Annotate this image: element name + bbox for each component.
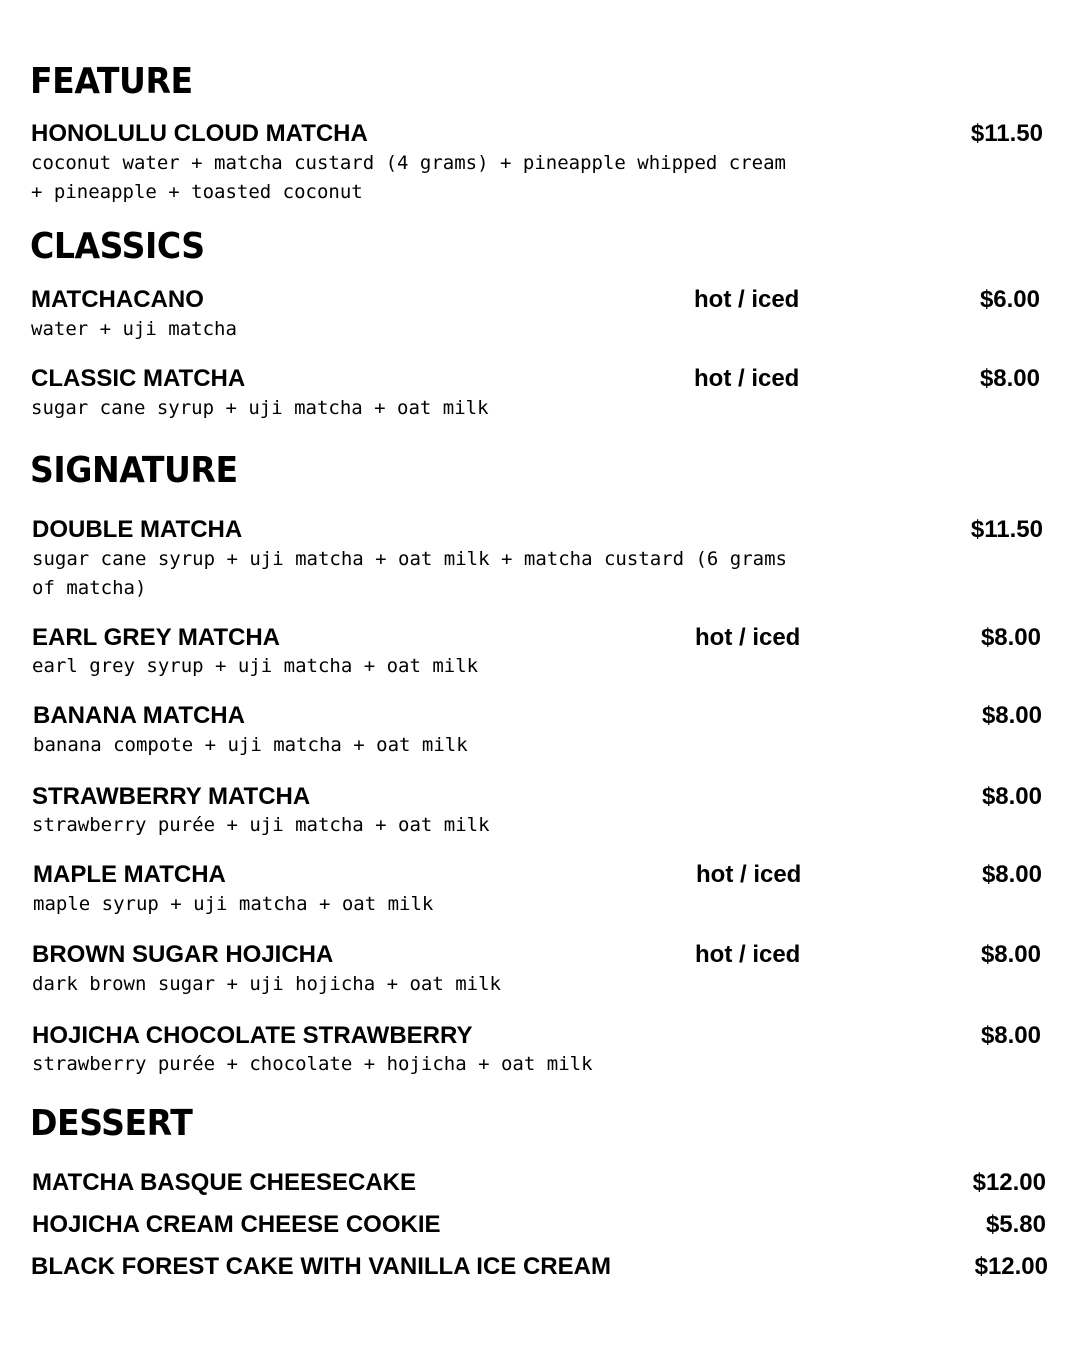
item-name: STRAWBERRY MATCHA bbox=[32, 783, 311, 810]
item-price: $12.00 bbox=[972, 1169, 1046, 1196]
item-temperature: hot / iced bbox=[694, 365, 800, 392]
section-title-feature: FEATURE bbox=[30, 61, 193, 102]
item-description: sugar cane syrup + uji matcha + oat milk + matcha custard (6 grams of matcha) bbox=[32, 548, 787, 599]
item-name: MAPLE MATCHA bbox=[33, 861, 226, 888]
item-name: BANANA MATCHA bbox=[33, 702, 245, 729]
item-price: $6.00 bbox=[979, 286, 1040, 313]
item-name: HOJICHA CHOCOLATE STRAWBERRY bbox=[32, 1022, 473, 1049]
item-name: BLACK FOREST CAKE WITH VANILLA ICE CREAM bbox=[31, 1253, 611, 1280]
item-temperature: hot / iced bbox=[695, 941, 801, 968]
item-description: sugar cane syrup + uji matcha + oat milk bbox=[31, 397, 489, 419]
item-name: MATCHACANO bbox=[31, 286, 204, 313]
item-description: water + uji matcha bbox=[31, 318, 237, 340]
item-description: earl grey syrup + uji matcha + oat milk bbox=[32, 655, 479, 677]
item-name: DOUBLE MATCHA bbox=[32, 516, 243, 543]
item-price: $8.00 bbox=[980, 624, 1041, 651]
item-description: coconut water + matcha custard (4 grams) + pineapple whipped cream + pineapple + toasted coconut bbox=[31, 152, 786, 203]
item-price: $5.80 bbox=[985, 1211, 1046, 1238]
item-description: strawberry purée + uji matcha + oat milk bbox=[32, 814, 490, 836]
item-price: $12.00 bbox=[974, 1253, 1048, 1280]
section-title-signature: SIGNATURE bbox=[30, 450, 238, 491]
item-description: dark brown sugar + uji hojicha + oat milk bbox=[32, 973, 501, 995]
item-description: strawberry purée + chocolate + hojicha + oat milk bbox=[32, 1053, 593, 1075]
item-name: HOJICHA CREAM CHEESE COOKIE bbox=[32, 1211, 441, 1238]
item-name: CLASSIC MATCHA bbox=[31, 365, 246, 392]
item-price: $8.00 bbox=[980, 1022, 1041, 1049]
item-name: BROWN SUGAR HOJICHA bbox=[32, 941, 334, 968]
item-temperature: hot / iced bbox=[694, 286, 800, 313]
item-name: EARL GREY MATCHA bbox=[32, 624, 281, 651]
item-description: banana compote + uji matcha + oat milk bbox=[33, 734, 468, 756]
item-price: $8.00 bbox=[981, 861, 1042, 888]
item-price: $11.50 bbox=[970, 120, 1043, 147]
item-description: maple syrup + uji matcha + oat milk bbox=[33, 893, 434, 915]
item-name: MATCHA BASQUE CHEESECAKE bbox=[32, 1169, 417, 1196]
item-price: $8.00 bbox=[979, 365, 1040, 392]
item-temperature: hot / iced bbox=[695, 624, 801, 651]
item-price: $8.00 bbox=[981, 702, 1042, 729]
item-price: $8.00 bbox=[981, 783, 1042, 810]
section-title-classics: CLASSICS bbox=[30, 226, 205, 267]
item-price: $8.00 bbox=[980, 941, 1041, 968]
item-name: HONOLULU CLOUD MATCHA bbox=[31, 120, 368, 147]
section-title-dessert: DESSERT bbox=[30, 1103, 193, 1144]
item-price: $11.50 bbox=[970, 516, 1043, 543]
item-temperature: hot / iced bbox=[696, 861, 802, 888]
